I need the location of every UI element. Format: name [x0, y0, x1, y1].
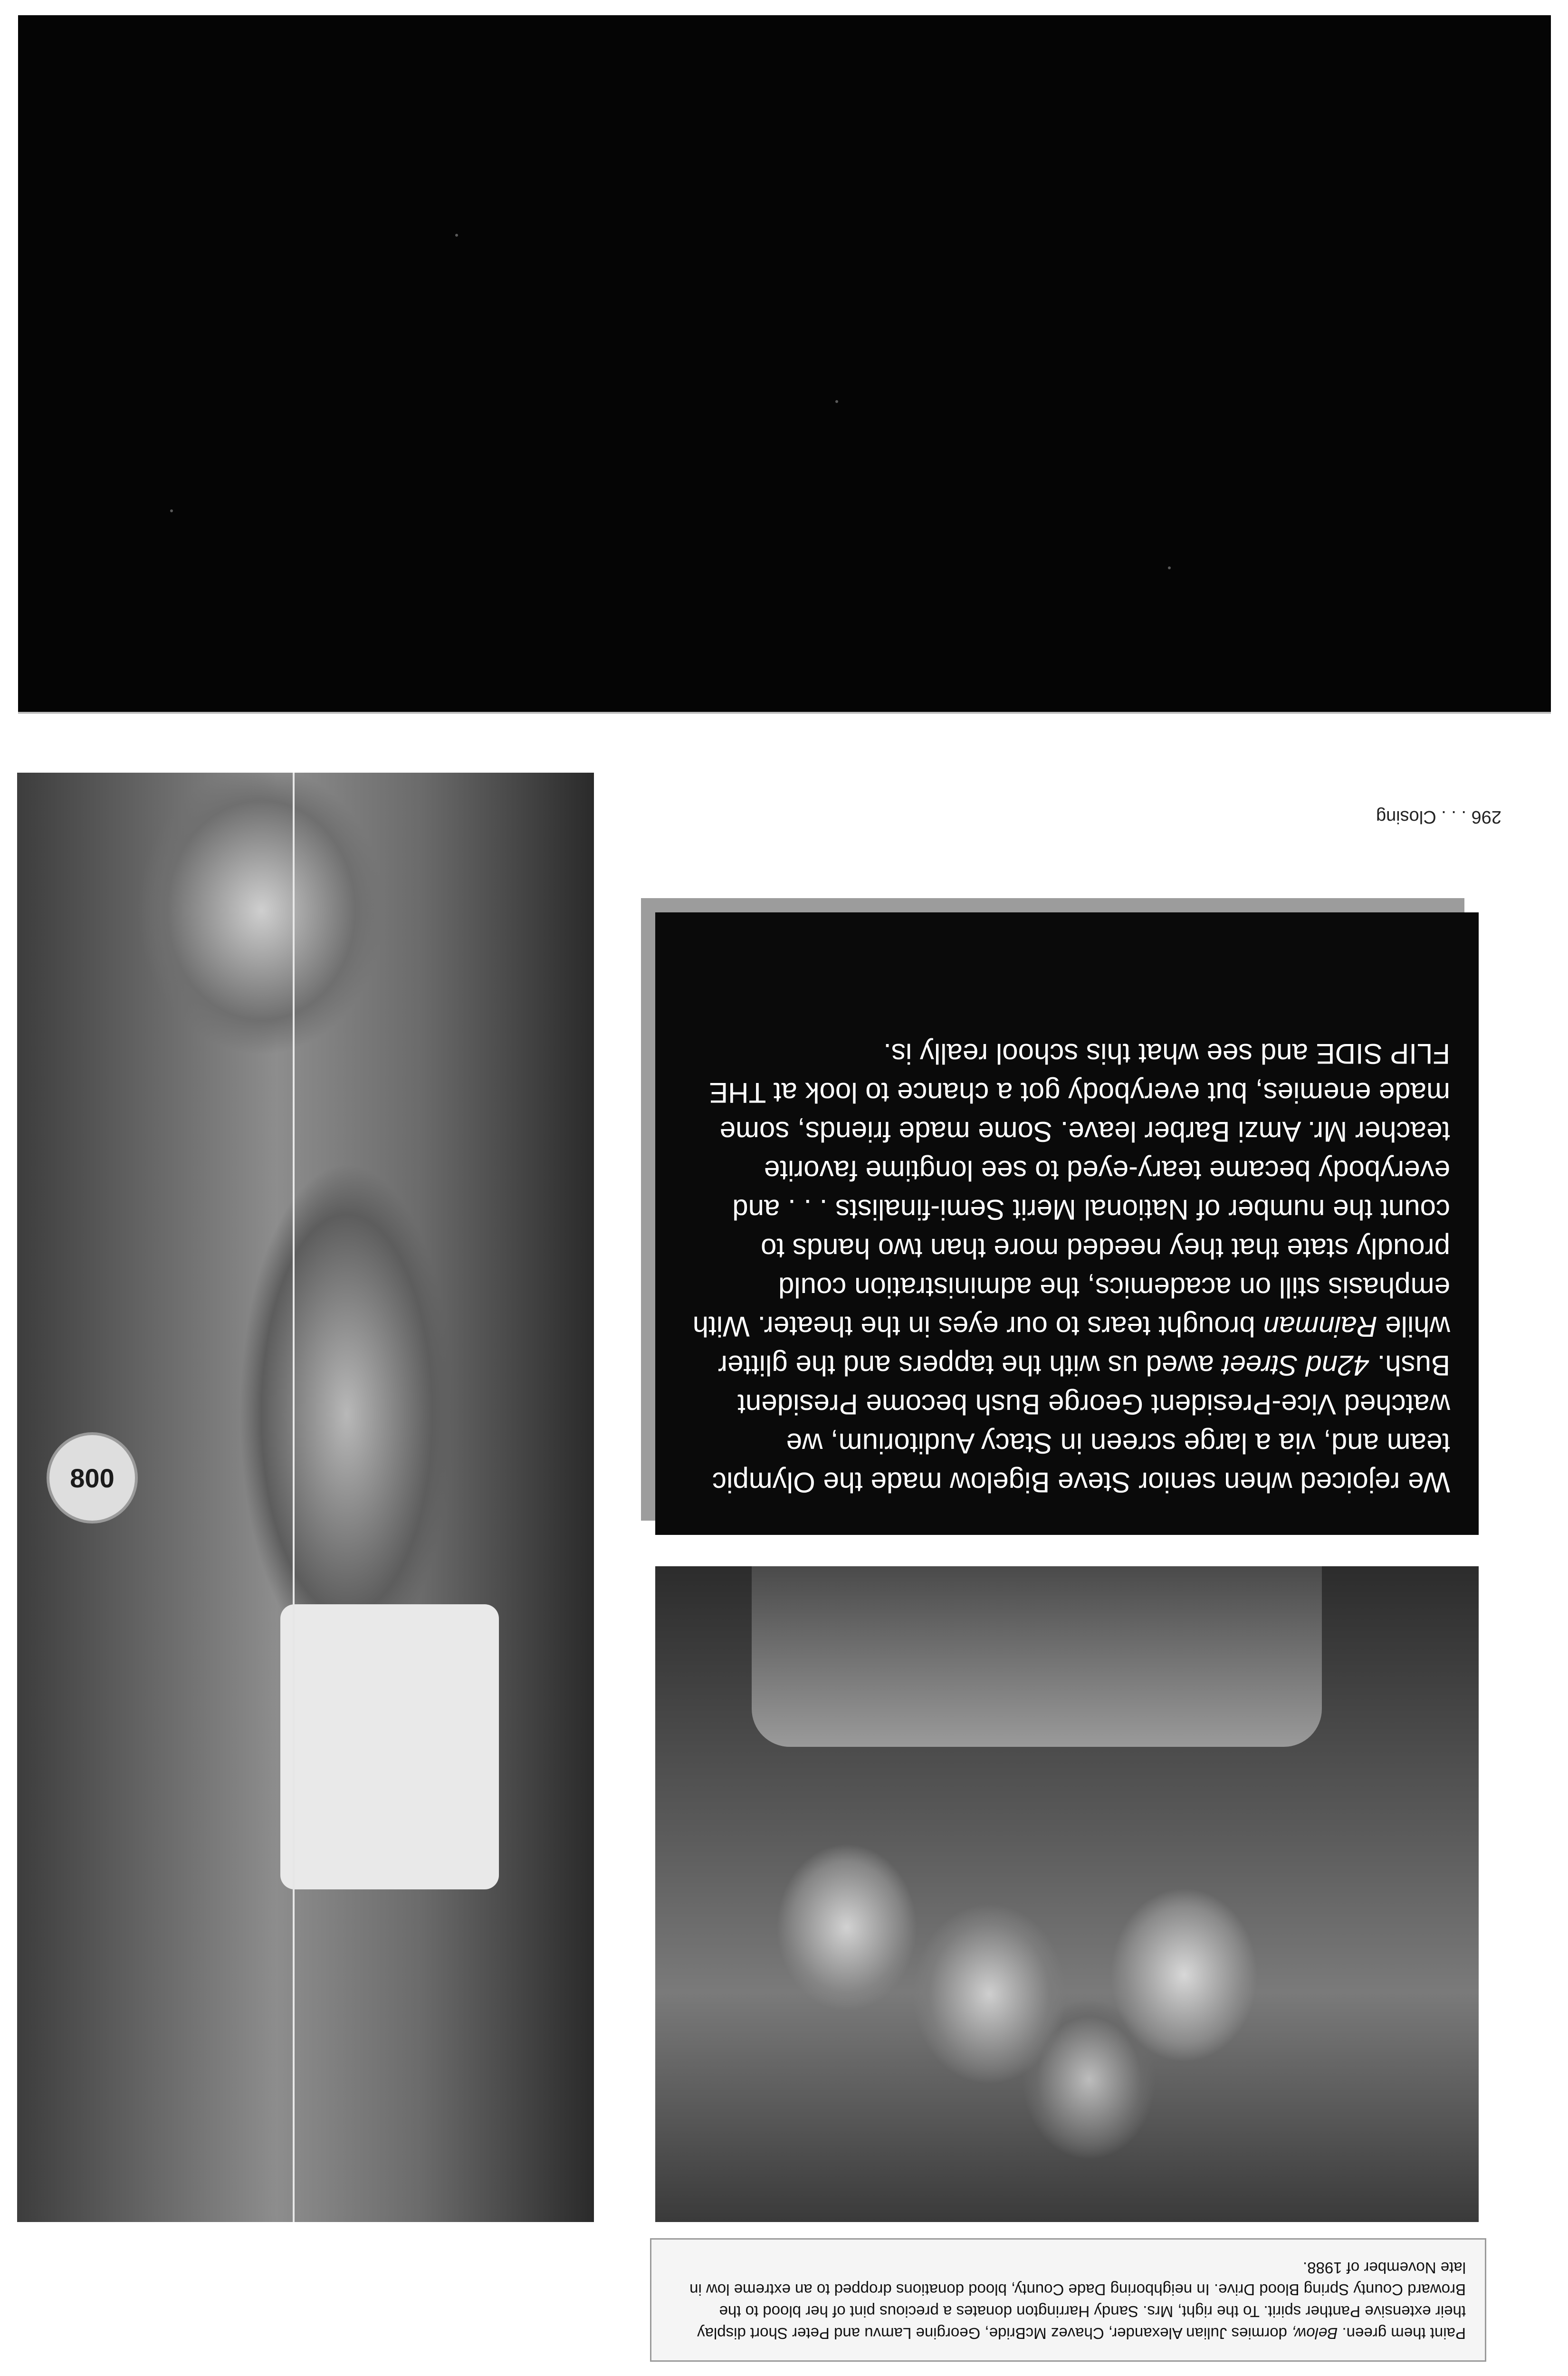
- title-rainman: Rainman: [1263, 1311, 1377, 1342]
- photo-caption: [650, 2238, 1486, 2362]
- black-panel: [18, 15, 1551, 714]
- caption-lead: Paint them green.: [1342, 2325, 1466, 2342]
- body-text-part2: awed us with the tappers and the glitter while: [718, 1311, 1450, 1381]
- dust-speck: [1168, 566, 1171, 569]
- photo-badge: 800: [47, 1432, 138, 1523]
- dust-speck: [835, 400, 838, 403]
- caption-text: dormies Julian Alexander, Chavez McBride, Georgine Lamvu and Peter Short display their extensive Panther spirit. To the right, Mrs. Sandy Harrington donates a precious pint of her blood to the Broward County Spring Blood Drive. In neighboring Dade County, blood donations dropped to an extreme low in late November of 1988.: [689, 2259, 1466, 2342]
- dust-speck: [455, 234, 458, 237]
- body-text-part3: brought tears to our eyes in the theater. With emphasis still on academics, the administration could proudly state that they needed more than two hands to count the number of National Merit Semi-finalists . . . and everybody became teary-eyed to see longtime favorite teacher Mr. Amzi Barber leave. Some made friends, some made enemies, but everybody got a chance to look at THE FLIP SIDE and see what this school really is.: [692, 1038, 1450, 1342]
- title-42nd-street: 42nd Street: [1222, 1350, 1369, 1381]
- panther-jersey: [752, 1566, 1322, 1747]
- photo-blood-drive: [17, 773, 594, 2222]
- page-number-label: 296 . . . Closing: [1376, 807, 1501, 827]
- blood-bag: [280, 1604, 499, 1889]
- body-text-part1: We rejoiced when senior Steve Bigelow made the Olympic team and, via a large screen in Stacy Auditorium, we watched Vice-President George Bush become President Bush.: [712, 1350, 1450, 1498]
- photo-students-panther-spirit: [655, 1566, 1479, 2222]
- photo-gutter-line: [293, 773, 295, 2222]
- dust-speck: [170, 509, 173, 512]
- body-text-panel: [655, 912, 1479, 1535]
- caption-below-label: Below,: [1291, 2325, 1338, 2342]
